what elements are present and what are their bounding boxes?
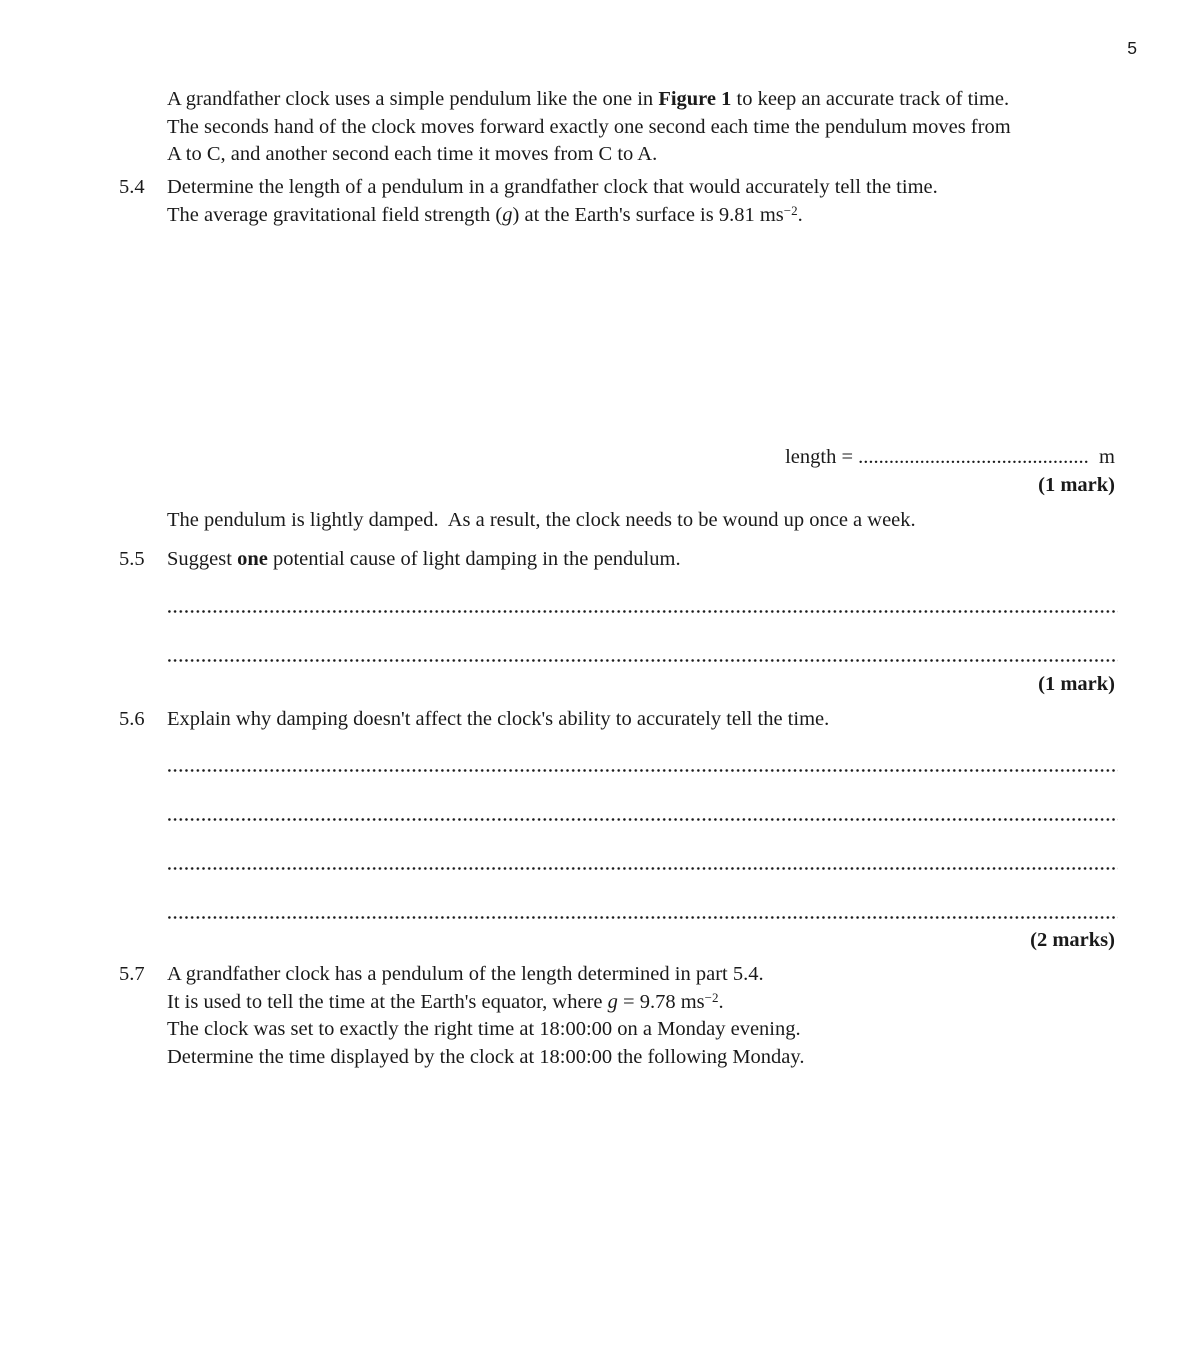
answer-line — [168, 610, 1118, 613]
marks-5-4: (1 mark) — [1038, 474, 1115, 496]
question-5-7 — [119, 961, 1130, 1071]
g-symbol: g — [607, 990, 618, 1013]
question-number-5-4: 5.4 — [119, 176, 145, 198]
answer-line — [168, 867, 1118, 870]
question-5-4-text — [167, 174, 1130, 229]
intro-line-3: A to C, and another second each time it moves from C to A. — [167, 143, 658, 165]
answer-line — [168, 916, 1118, 919]
question-5-7-line-3: The clock was set to exactly the right time at 18:00:00 on a Monday evening. — [167, 1018, 801, 1040]
question-5-6-text — [167, 706, 1130, 734]
question-5-7-line-4: Determine the time displayed by the clock at 18:00:00 the following Monday. — [167, 1045, 805, 1068]
exponent: −2 — [783, 202, 798, 218]
answer-line — [168, 818, 1118, 821]
q57-text-end: . — [718, 990, 724, 1013]
intro-line-2: The seconds hand of the clock moves forward exactly one second each time the pendulum moves from — [167, 115, 1011, 138]
q54-text: The average gravitational field strength ( — [167, 203, 503, 226]
question-number-5-5: 5.5 — [119, 548, 145, 570]
intro-line-1-text-cont: to keep an accurate track of time. — [731, 88, 1010, 110]
question-number-5-7: 5.7 — [119, 963, 145, 985]
question-5-6 — [119, 706, 1130, 734]
figure-1-reference: Figure 1 — [658, 88, 732, 110]
damping-note — [167, 507, 1130, 535]
question-5-7-text — [167, 961, 1130, 1071]
q55-text: Suggest — [167, 548, 238, 570]
question-5-4-line-1: Determine the length of a pendulum in a grandfather clock that would accurately tell the time. — [167, 176, 938, 198]
q55-text-end: potential cause of light damping in the pendulum. — [267, 548, 681, 570]
question-5-4-line-2 — [167, 202, 1130, 230]
answer-field-length — [785, 444, 1115, 472]
answer-dots: ............................................. — [858, 446, 1089, 468]
question-5-7-line-1: A grandfather clock has a pendulum of the length determined in part 5.4. — [167, 963, 764, 985]
one-emphasis: one — [237, 548, 268, 570]
exponent: −2 — [704, 989, 719, 1005]
intro-line-1 — [167, 86, 1130, 114]
question-5-6-line: Explain why damping doesn't affect the clock's ability to accurately tell the time. — [167, 708, 830, 730]
q57-text-mid: = 9.78 ms — [617, 990, 705, 1013]
intro-paragraph — [167, 86, 1130, 169]
marks-5-6: (2 marks) — [1030, 929, 1115, 951]
question-5-5-text — [167, 546, 1130, 574]
answer-label: length = — [785, 446, 854, 468]
intro-line-1-text: A grandfather clock uses a simple pendulum like the one in — [167, 88, 659, 110]
marks-5-5: (1 mark) — [1038, 673, 1115, 695]
question-5-5-line — [167, 546, 1130, 574]
question-5-5 — [119, 546, 1130, 574]
q54-text-mid: ) at the Earth's surface is 9.81 ms — [512, 203, 784, 226]
question-5-7-line-2 — [167, 989, 1130, 1017]
question-number-5-6: 5.6 — [119, 708, 145, 730]
page-number: 5 — [1127, 38, 1137, 58]
q54-text-end: . — [797, 203, 803, 226]
answer-line — [168, 769, 1118, 772]
answer-line — [168, 659, 1118, 662]
question-5-4 — [119, 174, 1130, 229]
q57-text: It is used to tell the time at the Earth's equator, where — [167, 990, 608, 1013]
damping-note-text: The pendulum is lightly damped. As a result, the clock needs to be wound up once a week. — [167, 509, 916, 531]
g-symbol: g — [502, 203, 513, 226]
answer-unit: m — [1099, 446, 1115, 468]
